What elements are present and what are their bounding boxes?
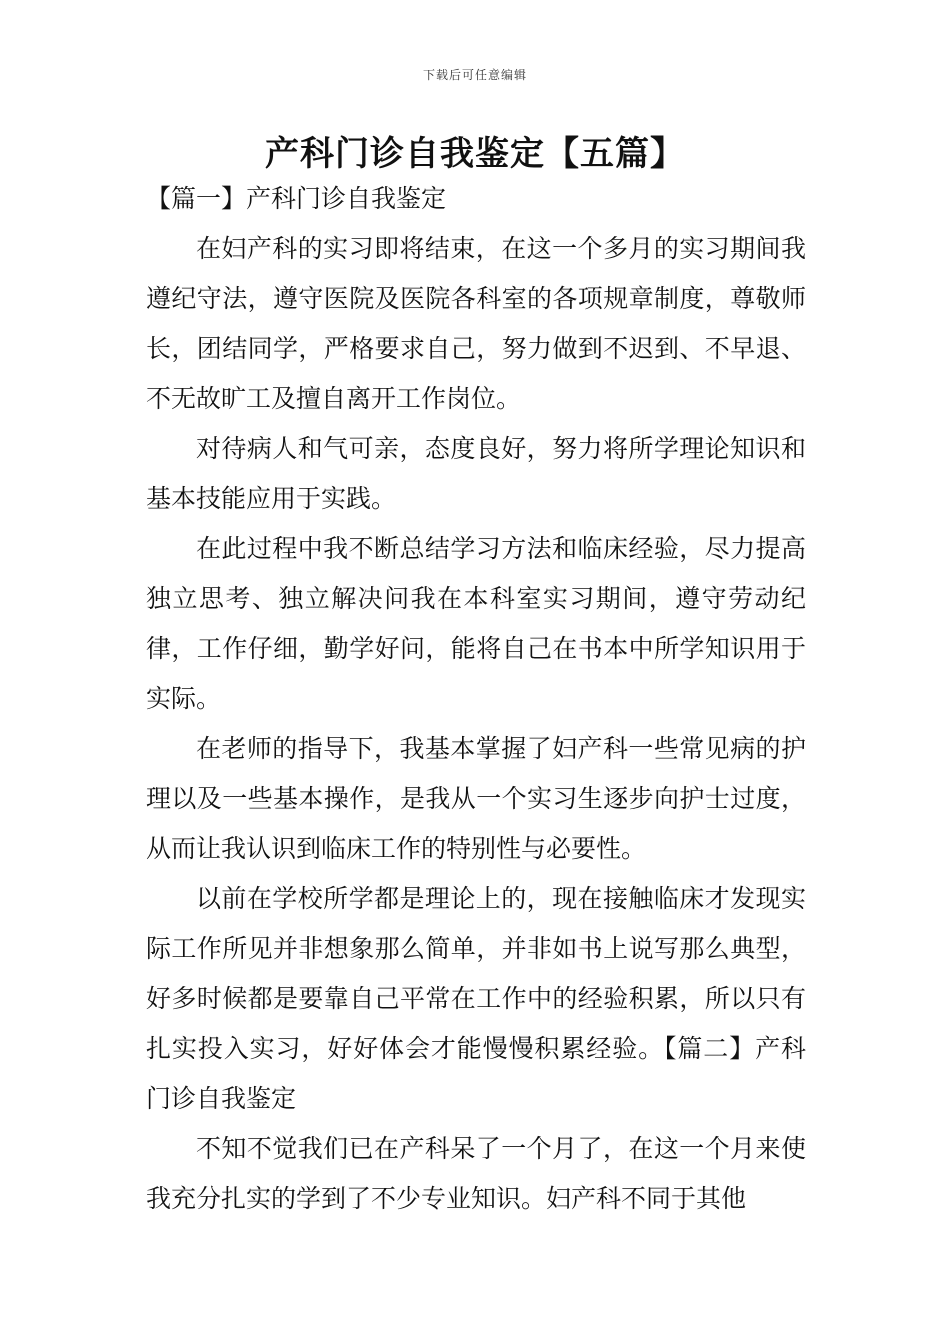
paragraph: 不知不觉我们已在产科呆了一个月了，在这一个月来使我充分扎实的学到了不少专业知识。妇产科不同于其他 (146, 1134, 806, 1213)
paragraph: 对待病人和气可亲，态度良好，努力将所学理论知识和基本技能应用于实践。 (146, 434, 806, 513)
paragraph: 以前在学校所学都是理论上的，现在接触临床才发现实际工作所见并非想象那么简单，并非如书上说写那么典型，好多时候都是要靠自己平常在工作中的经验积累，所以只有扎实投入实习，好好体会才能慢慢积累经验。【篇二】产科门诊自我鉴定 (146, 884, 806, 1113)
header-note: 下载后可任意编辑 (422, 68, 527, 82)
document-body (146, 174, 806, 1224)
paragraph: 在此过程中我不断总结学习方法和临床经验，尽力提高独立思考、独立解决问我在本科室实习期间，遵守劳动纪律，工作仔细，勤学好问，能将自己在书本中所学知识用于实际。 (146, 534, 806, 713)
section-heading: 【篇一】产科门诊自我鉴定 (146, 184, 447, 213)
document-title: 产科门诊自我鉴定【五篇】 (265, 134, 685, 174)
paragraph: 在老师的指导下，我基本掌握了妇产科一些常见病的护理以及一些基本操作，是我从一个实习生逐步向护士过度，从而让我认识到临床工作的特别性与必要性。 (146, 734, 806, 863)
paragraph: 在妇产科的实习即将结束，在这一个多月的实习期间我遵纪守法，遵守医院及医院各科室的各项规章制度，尊敬师长，团结同学，严格要求自己，努力做到不迟到、不早退、不无故旷工及擅自离开工作岗位。 (146, 234, 806, 413)
